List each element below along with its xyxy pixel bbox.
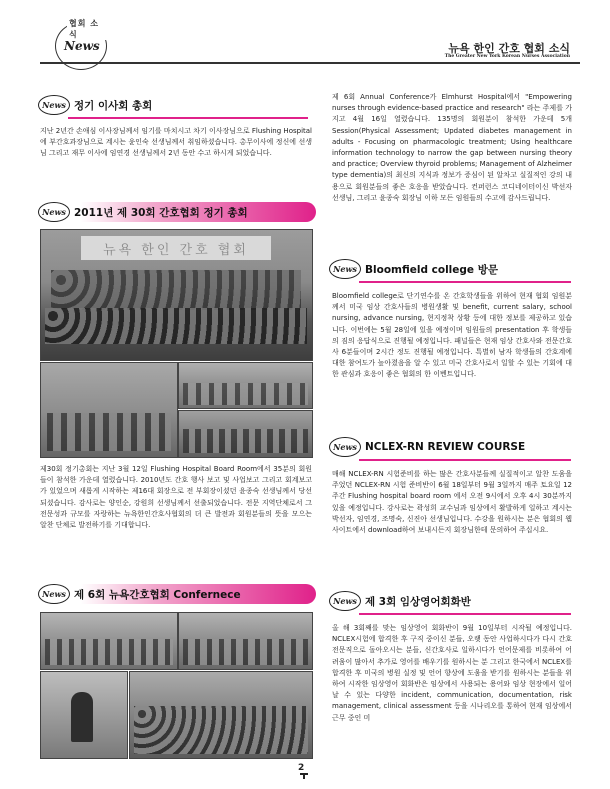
- page-number: 2: [298, 763, 305, 773]
- section-underline: [359, 281, 571, 283]
- section-underline: [359, 459, 571, 461]
- logo-news-text: News: [64, 39, 100, 53]
- newsletter-logo: [55, 14, 109, 68]
- section-body-board: 지난 2년간 손애심 이사장님께서 임기를 마치시고 차기 이사장님으로 Flushing Hospital 에 부간호과장님으로 계시는 윤인숙 선생님께서 취임하셨습니다. 총무이사에 정신에 선생님 그리고 재무 이사에 임연경 선생님께서 2년 동안 수고 하시게 되었습니다.: [40, 127, 312, 158]
- photo-attendees: [183, 429, 308, 453]
- news-badge: News: [38, 202, 70, 222]
- photo-conference-1: [40, 612, 178, 670]
- photo-audience: [45, 639, 173, 665]
- photo-group-meeting: [40, 229, 313, 361]
- logo-arc-text: 협회 소식: [67, 18, 109, 40]
- section-underline: [359, 613, 571, 615]
- news-badge: News: [329, 591, 361, 611]
- header-rule: [40, 62, 580, 64]
- section-title-general-meeting: 2011년 제 30회 간호협회 정기 총회: [68, 202, 316, 222]
- section-heading-nclex: [329, 434, 565, 460]
- section-title-bloomfield: Bloomfield college 방문: [359, 259, 565, 279]
- page-number-mark-stem: [303, 773, 305, 779]
- photo-conference-2: [178, 612, 313, 670]
- section-heading-board: [38, 92, 274, 118]
- section-underline: [68, 117, 308, 119]
- section-body-conference: 제 6회 Annual Conference가 Elmhurst Hospital에서 "Empowering nurses through evidence-based practice and research" 라는 주제를 가지고 4월 16일 열렸습니다. 135명의 회원분이 참석한 가운데 5개 Session(Physical Assessment; Updated diabetes management in adults - Focusing on pharmacologic treatment; Using healthcare information technology to narrow the gap between nursing theory and practice; Overview thyroid problems; Management of Alzheimer type dementia)의 최신의 지식과 정보가 증심이 된 알차고 실질적인 강의 내용으로 회원분들의 좋은 호응을 받았습니다. 컨퍼런스 코디네이터이신 박선자 선생님, 그리고 윤종숙 회장님 이하 모든 임원들의 수고에 감사드립니다.: [332, 93, 573, 202]
- section-title-english: 제 3회 임상영어회화반: [359, 591, 565, 611]
- photo-seated-people: [47, 413, 171, 451]
- photo-conference-hall: [129, 671, 313, 759]
- section-body-nclex: 매해 NCLEX-RN 시험준비를 하는 많은 간호사분들께 실질적이고 알찬 도움을 주었던 NCLEX-RN 시험 준비반이 6월 18일부터 9월 3일까지 매주 토요일 12주간 Flushing hospital board room 에서 오전 9시에서 오후 4시 30분까지 있을 예정입니다. 강사로는 곽성희 교수님과 임상에서 활발하게 일하고 계시는 박선자, 임연경, 조명숙, 신진아 선생님입니다. 수강을 원하시는 분은 협회의 웹사이트에서 download하여 보내시든지 회장님한테 문의하여 주십시요.: [332, 470, 572, 535]
- photo-hall-audience: [134, 706, 308, 754]
- photo-table-people: [183, 383, 308, 405]
- photo-speaker-figure: [71, 692, 93, 742]
- photo-meeting-room-3: [178, 410, 313, 458]
- section-heading-english: [329, 588, 565, 614]
- news-badge: News: [329, 437, 361, 457]
- section-heading-conference: [38, 581, 316, 607]
- header-title-korean: 뉴욕 한인 간호 협회 소식: [448, 42, 570, 55]
- header-title-english: The Greater New York Korean Nurses Association: [444, 54, 570, 59]
- photo-crowd-front: [45, 308, 307, 344]
- section-title-nclex: NCLEX-RN REVIEW COURSE: [359, 437, 565, 457]
- section-title-conference: 제 6회 뉴욕간호협회 Confernece: [68, 584, 316, 604]
- section-body-english: 올 해 3회째를 맞는 임상영어 회화반이 9월 10일부터 시작될 예정입니다. NCLEX시험에 합격한 후 구직 중이신 분들, 오랫 동안 사업하시다가 다시 간호 전문직으로 돌아오시는 분들, 신간호사로 일하시다가 언어문제를 비롯하여 어려움이 많아서 추가로 영어를 배우기를 원하시는 분 그리고 한국에서 NCLEX를 합격한 후 미국의 병원 실정 및 언어 향상에 도움을 받기를 원하시는 분들을 위하여 시작한 임상영어 회화반은 임상에서 사용되는 용어와 임상 현장에서 일어 날 수 있는 다양한 incident, communication, documentation, risk management, clinical assessment 등을 시나리오를 통하여 현재 임상에서 근무 중인 미: [332, 624, 572, 722]
- photo-banner-text: 뉴욕 한인 간호 협회: [81, 236, 271, 260]
- section-heading-bloomfield: [329, 256, 565, 282]
- photo-crowd-back: [51, 270, 301, 310]
- photo-conference-speaker: [40, 671, 128, 759]
- photo-meeting-room-2: [178, 362, 313, 409]
- news-badge: News: [38, 95, 70, 115]
- photo-meeting-room-1: [40, 362, 178, 458]
- section-body-general-meeting: 제30회 정기총회는 지난 3월 12일 Flushing Hospital Board Room에서 35분의 회원들이 참석한 가운데 열렸습니다. 2010년도 간호 행사 보고 및 사업보고 그리고 회계보고가 있었으며 새롭게 시작하는 제16대 회장으로 전 부회장이셨던 윤종숙 선생님께서 당선되셨습니다. 감사로는 양인순, 강원희 선생님께서 선출되었습니다. 전문 지역단체로서 그 전문성과 규모를 자랑하는 뉴욕한인간호사협회의 더 큰 발전과 회원분들의 뜻을 모으는 알찬 단체로 발전하기를 기대합니다.: [40, 465, 312, 530]
- news-badge: News: [38, 584, 70, 604]
- section-body-bloomfield: Bloomfield college로 단기연수를 온 간호학생들을 위하여 현재 협회 임원분께서 미국 임상 간호사들의 병원생활 및 benefit, current salary, school nursing, advance nursing, 현지정착 상황 등에 대한 정보를 제공하고 있습니다. 이번에는 5월 28일에 있을 예정이며 임원들의 presentation 후 학생들의 짐의 응답식으로 진행될 예정입니다. 패널들은 현재 임상 간호사와 전문간호사 6분들이며 2시간 정도 진행될 예정입니다. 특별히 남자 학생들의 간호계에 대한 참여도가 높아졌음을 알 수 있고 미국 간호사로서 일할 수 있는 기회에 대한 관심과 호응이 좋은 협회의 한 이벤트입니다.: [332, 292, 572, 379]
- photo-audience: [183, 639, 308, 665]
- news-badge: News: [329, 259, 361, 279]
- section-title-board: 정기 이사회 총회: [68, 95, 274, 115]
- section-heading-general-meeting: [38, 199, 316, 225]
